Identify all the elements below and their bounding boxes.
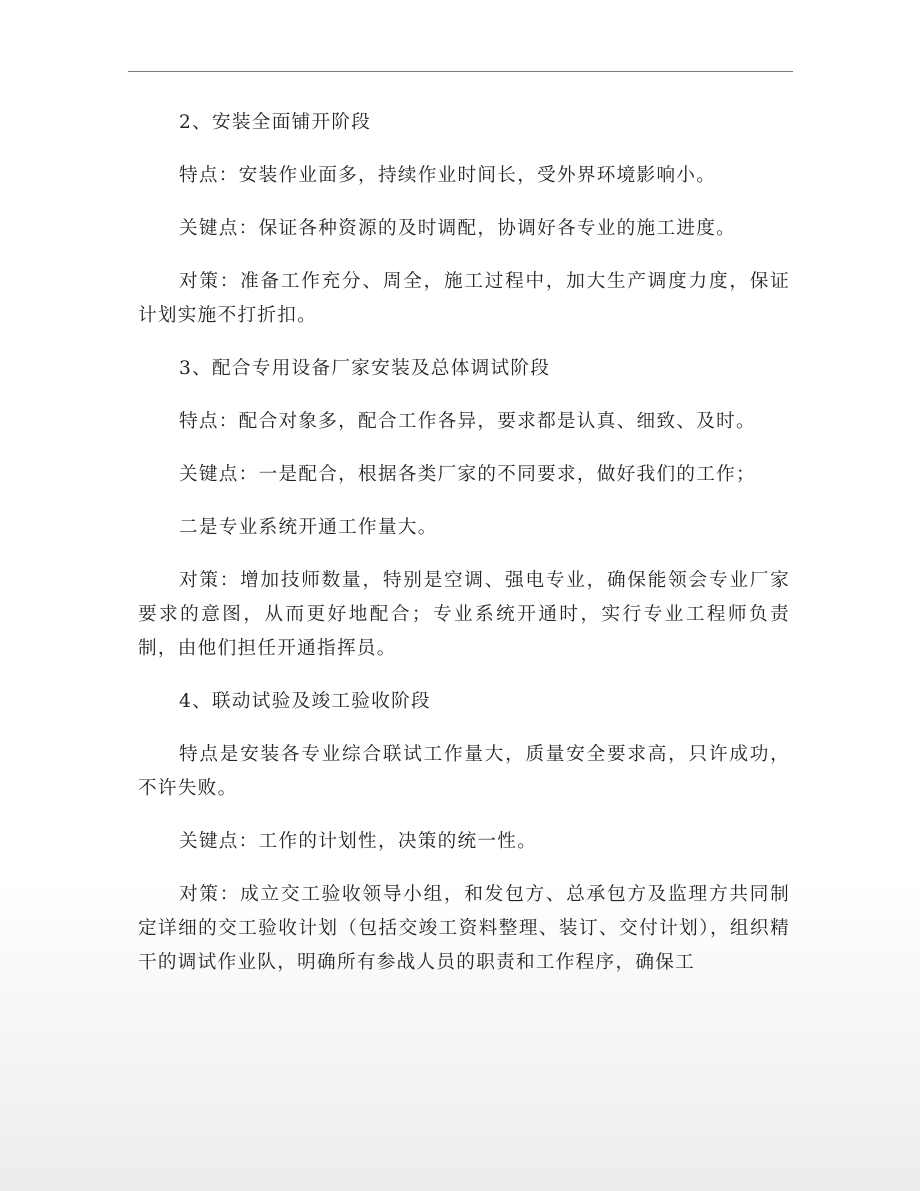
paragraph-features: 特点：安装作业面多，持续作业时间长，受外界环境影响小。	[179, 165, 717, 186]
section-heading-4: 4、联动试验及竣工验收阶段	[179, 691, 431, 712]
paragraph-countermeasures: 对策：增加技师数量，特别是空调、强电专业，确保能领会专业厂家要求的意图，从而更好地配合；专业系统开通时，实行专业工程师负责制，由他们担任开通指挥员。	[138, 570, 790, 659]
paragraph-countermeasures: 对策：准备工作充分、周全，施工过程中，加大生产调度力度，保证计划实施不打折扣。	[138, 271, 790, 326]
paragraph-key-points: 关键点：一是配合，根据各类厂家的不同要求，做好我们的工作；	[179, 464, 756, 485]
header-divider	[128, 71, 793, 72]
paragraph-countermeasures: 对策：成立交工验收领导小组，和发包方、总承包方及监理方共同制定详细的交工验收计划（包括交竣工资料整理、装订、交付计划），组织精干的调试作业队，明确所有参战人员的职责和工作程序，确保工	[138, 884, 790, 973]
document-body	[138, 106, 790, 999]
paragraph-features: 特点：配合对象多，配合工作各异，要求都是认真、细致、及时。	[179, 411, 756, 432]
section-heading-2: 2、安装全面铺开阶段	[179, 112, 372, 133]
paragraph-key-points: 关键点：保证各种资源的及时调配，协调好各专业的施工进度。	[179, 218, 737, 239]
paragraph-features: 特点是安装各专业综合联试工作量大，质量安全要求高，只许成功，不许失败。	[138, 744, 790, 799]
section-heading-3: 3、配合专用设备厂家安装及总体调试阶段	[179, 358, 551, 379]
paragraph-key-points: 关键点：工作的计划性，决策的统一性。	[179, 831, 538, 852]
paragraph-key-points-continued: 二是专业系统开通工作量大。	[179, 517, 438, 538]
